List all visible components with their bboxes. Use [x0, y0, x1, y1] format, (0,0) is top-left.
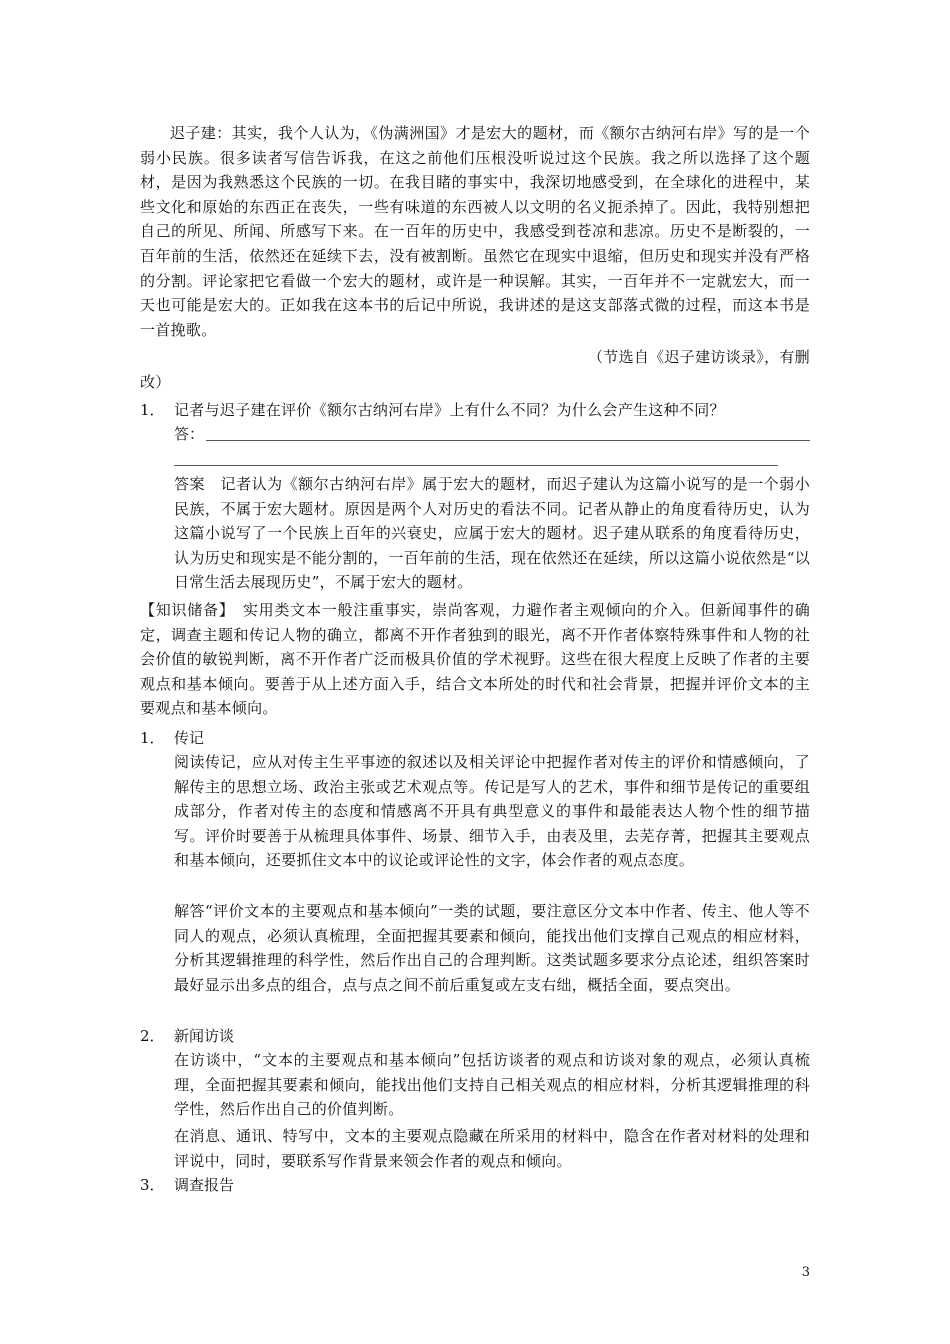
- passage-paragraph: 迟子建：其实，我个人认为，《伪满洲国》才是宏大的题材，而《额尔古纳河右岸》写的是一个弱小民族。很多读者写信告诉我，在这之前他们压根没听说过这个民族。我之所以选择了这个题材，是因为我熟悉这个民族的一切。在我目睹的事实中，我深切地感受到，在全球化的进程中，某些文化和原始的东西正在丧失，一些有味道的东西被人以文明的名义扼杀掉了。因此，我特别想把自己的所见、所闻、所感写下来。在一百年的历史中，我感受到苍凉和悲凉。历史不是断裂的，一百年前的生活，依然还在延续下去，没有被割断。虽然它在现实中退缩，但历史和现实并没有严格的分割。评论家把它看做一个宏大的题材，或许是一种误解。其实，一百年并不一定就宏大，而一天也可能是宏大的。正如我在这本书的后记中所说，我讲述的是这支部落式微的过程，而这本书是一首挽歌。: [140, 124, 810, 339]
- source-citation-end: 改）: [140, 373, 171, 391]
- question-text: 记者与迟子建在评价《额尔古纳河右岸》上有什么不同？为什么会产生这种不同？: [174, 401, 725, 419]
- answer-label: 答：: [174, 425, 205, 443]
- section-number: 3．: [140, 1176, 165, 1194]
- section-paragraph: 在消息、通讯、特写中，文本的主要观点隐藏在所采用的材料中，隐含在作者对材料的处理和评说中，同时，要联系写作背景来领会作者的观点和倾向。: [174, 1127, 810, 1170]
- section-paragraph: 阅读传记，应从对传主生平事迹的叙述以及相关评论中把握作者对传主的评价和情感倾向，了解传主的思想立场、政治主张或艺术观点等。传记是写人的艺术，事件和细节是传记的重要组成部分，作者对传主的态度和情感离不开具有典型意义的事件和最能表达人物个性的细节描写。评价时要善于从梳理具体事件、场景、细节入手，由表及里，去芜存菁，把握其主要观点和基本倾向，还要抓住文本中的议论或评论性的文字，体会作者的观点态度。: [174, 753, 810, 870]
- knowledge-section: [140, 598, 810, 721]
- knowledge-text: 实用类文本一般注重事实，崇尚客观，力避作者主观倾向的介入。但新闻事件的确定，调查主题和传记人物的确立，都离不开作者独到的眼光，离不开作者体察特殊事件和人物的社会价值的敏锐判断，离不开作者广泛而极具价值的学术视野。这些在很大程度上反映了作者的主要观点和基本倾向。要善于从上述方面入手，结合文本所处的时代和社会背景，把握并评价文本的主要观点和基本倾向。: [140, 601, 810, 718]
- answer-key: 答案 记者认为《额尔古纳河右岸》属于宏大的题材，而迟子建认为这篇小说写的是一个弱小民族，不属于宏大题材。原因是两个人对历史的看法不同。记者从静止的角度看待历史，认为这篇小说写了一个民族上百年的兴衰史，应属于宏大的题材。迟子建从联系的角度看待历史，认为历史和现实是不能分割的，一百年前的生活，现在依然还在延续，所以这篇小说依然是“以日常生活去展现历史”，不属于宏大的题材。: [174, 475, 810, 592]
- section-paragraph: 在访谈中，“文本的主要观点和基本倾向”包括访谈者的观点和访谈对象的观点，必须认真梳理，全面把握其要素和倾向，能找出他们支持自己相关观点的相应材料，分析其逻辑推理的科学性，然后作出自己的价值判断。: [174, 1051, 810, 1119]
- section-title: 调查报告: [174, 1176, 235, 1194]
- answer-blank-line: [206, 440, 810, 441]
- section-title: 新闻访谈: [174, 1027, 235, 1045]
- section-number: 1．: [140, 729, 165, 747]
- section-paragraph: 解答“评价文本的主要观点和基本倾向”一类的试题，要注意区分文本中作者、传主、他人等不同人的观点，必须认真梳理，全面把握其要素和倾向，能找出他们支撑自己观点的相应材料，分析其逻辑推理的科学性，然后作出自己的合理判断。这类试题多要求分点论述，组织答案时最好显示出多点的组合，点与点之间不前后重复或左支右绌，概括全面，要点突出。: [174, 902, 810, 994]
- section-title: 传记: [174, 729, 205, 747]
- question-number: 1．: [140, 401, 165, 419]
- answer-blank-line: [174, 465, 778, 466]
- section-number: 2．: [140, 1027, 165, 1045]
- source-citation: （节选自《迟子建访谈录》，有删: [587, 348, 810, 366]
- knowledge-label: 【知识储备】: [140, 601, 228, 619]
- page-number: 3: [801, 1265, 810, 1280]
